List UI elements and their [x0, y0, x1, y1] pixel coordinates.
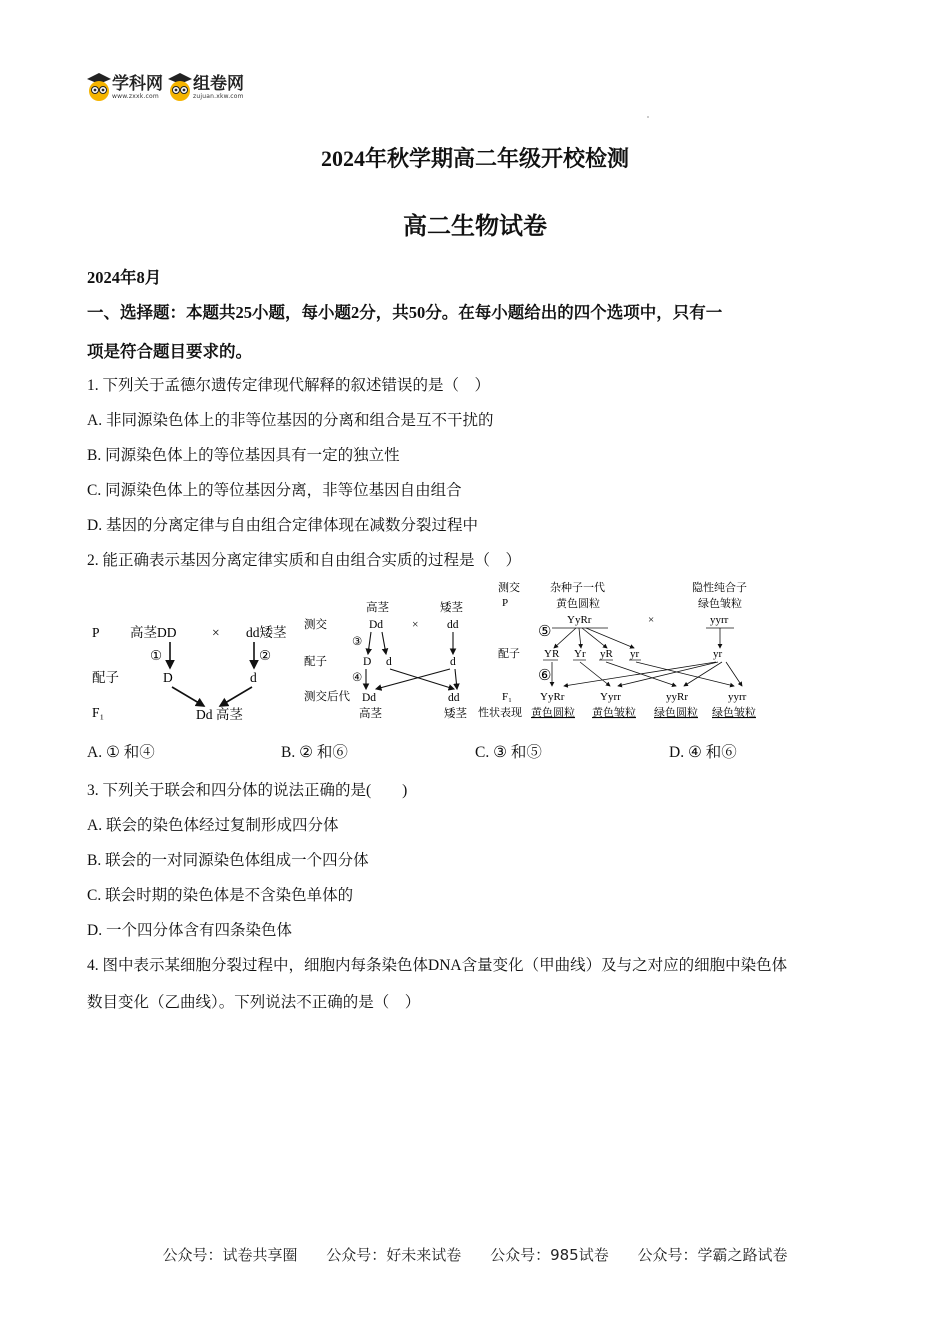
d3-o3: yyRr [666, 691, 688, 703]
d1-g1: D [163, 670, 173, 685]
section-heading-line1: 一、选择题：本题共25小题，每小题2分，共50分。在每小题给出的四个选项中，只有一 [87, 303, 723, 322]
d2-n3: ③ [352, 636, 363, 648]
q2-diagram [86, 576, 776, 726]
d3-recessive2: 绿色皱粒 [698, 598, 742, 610]
d2-ga: D [363, 656, 372, 668]
d2-o2l: 矮茎 [444, 708, 467, 720]
d1-gamete: 配子 [92, 670, 119, 685]
d2-tall: 高茎 [366, 602, 389, 614]
q2-stem: 2. 能正确表示基因分离定律实质和自由组合实质的过程是（ ） [87, 552, 522, 569]
q3-option-b: B. 联会的一对同源染色体组成一个四分体 [87, 852, 369, 869]
d2-o2: dd [448, 692, 460, 704]
q1-option-b: B. 同源染色体上的等位基因具有一定的独立性 [87, 447, 400, 464]
diagram-1 [92, 624, 288, 722]
d3-g1: YR [544, 648, 560, 660]
q1-stem: 1. 下列关于孟德尔遗传定律现代解释的叙述错误的是（ ） [87, 377, 491, 394]
d1-short: dd矮茎 [246, 625, 287, 640]
q1-option-a: A. 非同源染色体上的非等位基因的分离和组合是互不干扰的 [87, 412, 494, 429]
q1-option-d: D. 基因的分离定律与自由组合定律体现在减数分裂过程中 [87, 517, 478, 534]
footer [0, 1244, 950, 1265]
d1-p: P [92, 625, 100, 640]
q3-stem: 3. 下列关于联会和四分体的说法正确的是( ) [87, 782, 408, 799]
d1-cross: × [212, 625, 220, 640]
d1-tall: 高茎DD [130, 625, 177, 640]
d3-o4: yyrr [728, 691, 747, 703]
d3-pb: yyrr [710, 614, 729, 626]
d3-ph3: 绿色圆粒 [654, 707, 698, 719]
footer-item: 公众号：好未来试卷 [326, 1246, 462, 1264]
d3-n5: ⑤ [538, 624, 552, 640]
footer-item: 公众号：学霸之路试卷 [637, 1246, 788, 1264]
footer-item: 公众号：试卷共享圈 [162, 1246, 298, 1264]
d2-test: 测交 [304, 619, 327, 631]
owl-icon [167, 72, 193, 102]
d1-f1: F₁ [92, 705, 105, 720]
d3-g3: yR [600, 648, 613, 660]
d3-test: 测交 [498, 582, 520, 594]
d3-gamete: 配子 [498, 648, 520, 660]
diagram-2 [304, 600, 468, 720]
d2-n4: ④ [352, 672, 363, 684]
d3-g2: Yr [574, 648, 586, 660]
d3-cross: × [648, 614, 655, 626]
d1-n2: ② [259, 648, 272, 663]
q4-stem-line1: 4. 图中表示某细胞分裂过程中，细胞内每条染色体DNA含量变化（甲曲线）及与之对应的细胞中染色体 [87, 957, 788, 974]
d2-o1: Dd [362, 692, 377, 704]
logo [86, 70, 244, 104]
q2-option-d: D. ④ 和⑥ [669, 744, 737, 761]
d3-ph1: 黄色圆粒 [531, 707, 575, 719]
q2-figure [86, 576, 776, 731]
stray-dot [647, 116, 649, 118]
d3-n6: ⑥ [538, 668, 552, 684]
q3-option-c: C. 联会时期的染色体是不含染色单体的 [87, 887, 354, 904]
footer-item: 公众号：985试卷 [490, 1246, 609, 1264]
d2-gamete: 配子 [304, 656, 327, 668]
d3-gr: yr [713, 648, 723, 660]
d1-n1: ① [150, 648, 163, 663]
owl-icon [86, 72, 112, 102]
q3-option-d: D. 一个四分体含有四条染色体 [87, 922, 292, 939]
logo-zxxk-name: 学科网 [112, 73, 163, 94]
exam-date: 2024年8月 [87, 268, 162, 287]
logo-zxxk-url: www.zxxk.com [112, 92, 159, 100]
exam-subtitle: 高二生物试卷 [403, 214, 547, 240]
exam-title: 2024年秋学期高二年级开校检测 [320, 146, 629, 171]
d3-hybrid: 杂种子一代 [550, 582, 605, 594]
q2-option-b: B. ② 和⑥ [281, 744, 348, 761]
d2-short: 矮茎 [440, 602, 463, 614]
d2-pa: Dd [369, 619, 384, 631]
d3-g4: yr [630, 648, 640, 660]
q2-option-c: C. ③ 和⑤ [475, 744, 542, 761]
d3-ph4: 绿色皱粒 [712, 707, 756, 719]
logo-zujuan-url: zujuan.xkw.com [193, 92, 244, 100]
d3-recessive: 隐性纯合子 [692, 582, 747, 594]
logo-zujuan-name: 组卷网 [193, 73, 244, 94]
q1-option-c: C. 同源染色体上的等位基因分离，非等位基因自由组合 [87, 482, 462, 499]
d1-f1v: Dd 高茎 [196, 707, 243, 722]
d3-hybrid2: 黄色圆粒 [556, 598, 600, 610]
logo-zujuan [167, 72, 244, 102]
section-heading-line2: 项是符合题目要求的。 [87, 342, 252, 361]
q4-stem-line2: 数目变化（乙曲线）。下列说法不正确的是（ ） [87, 994, 421, 1011]
diagram-3 [478, 580, 756, 719]
d3-pa: YyRr [567, 614, 592, 626]
d2-gb: d [386, 656, 392, 668]
d2-gc: d [450, 656, 456, 668]
d3-trait: 性状表现 [478, 707, 522, 719]
q2-option-a: A. ① 和④ [87, 744, 155, 761]
d3-o2: Yyrr [600, 691, 621, 703]
d2-offspring: 测交后代 [304, 691, 350, 703]
q3-option-a: A. 联会的染色体经过复制形成四分体 [87, 817, 339, 834]
d3-f1: F₁ [502, 691, 512, 703]
d1-g2: d [250, 670, 257, 685]
d2-pb: dd [447, 619, 459, 631]
d3-ph2: 黄色皱粒 [592, 707, 636, 719]
d2-o1l: 高茎 [359, 708, 382, 720]
d3-o1: YyRr [540, 691, 565, 703]
logo-zxxk [86, 72, 163, 102]
d2-cross: × [412, 619, 419, 631]
d3-p: P [502, 597, 509, 609]
